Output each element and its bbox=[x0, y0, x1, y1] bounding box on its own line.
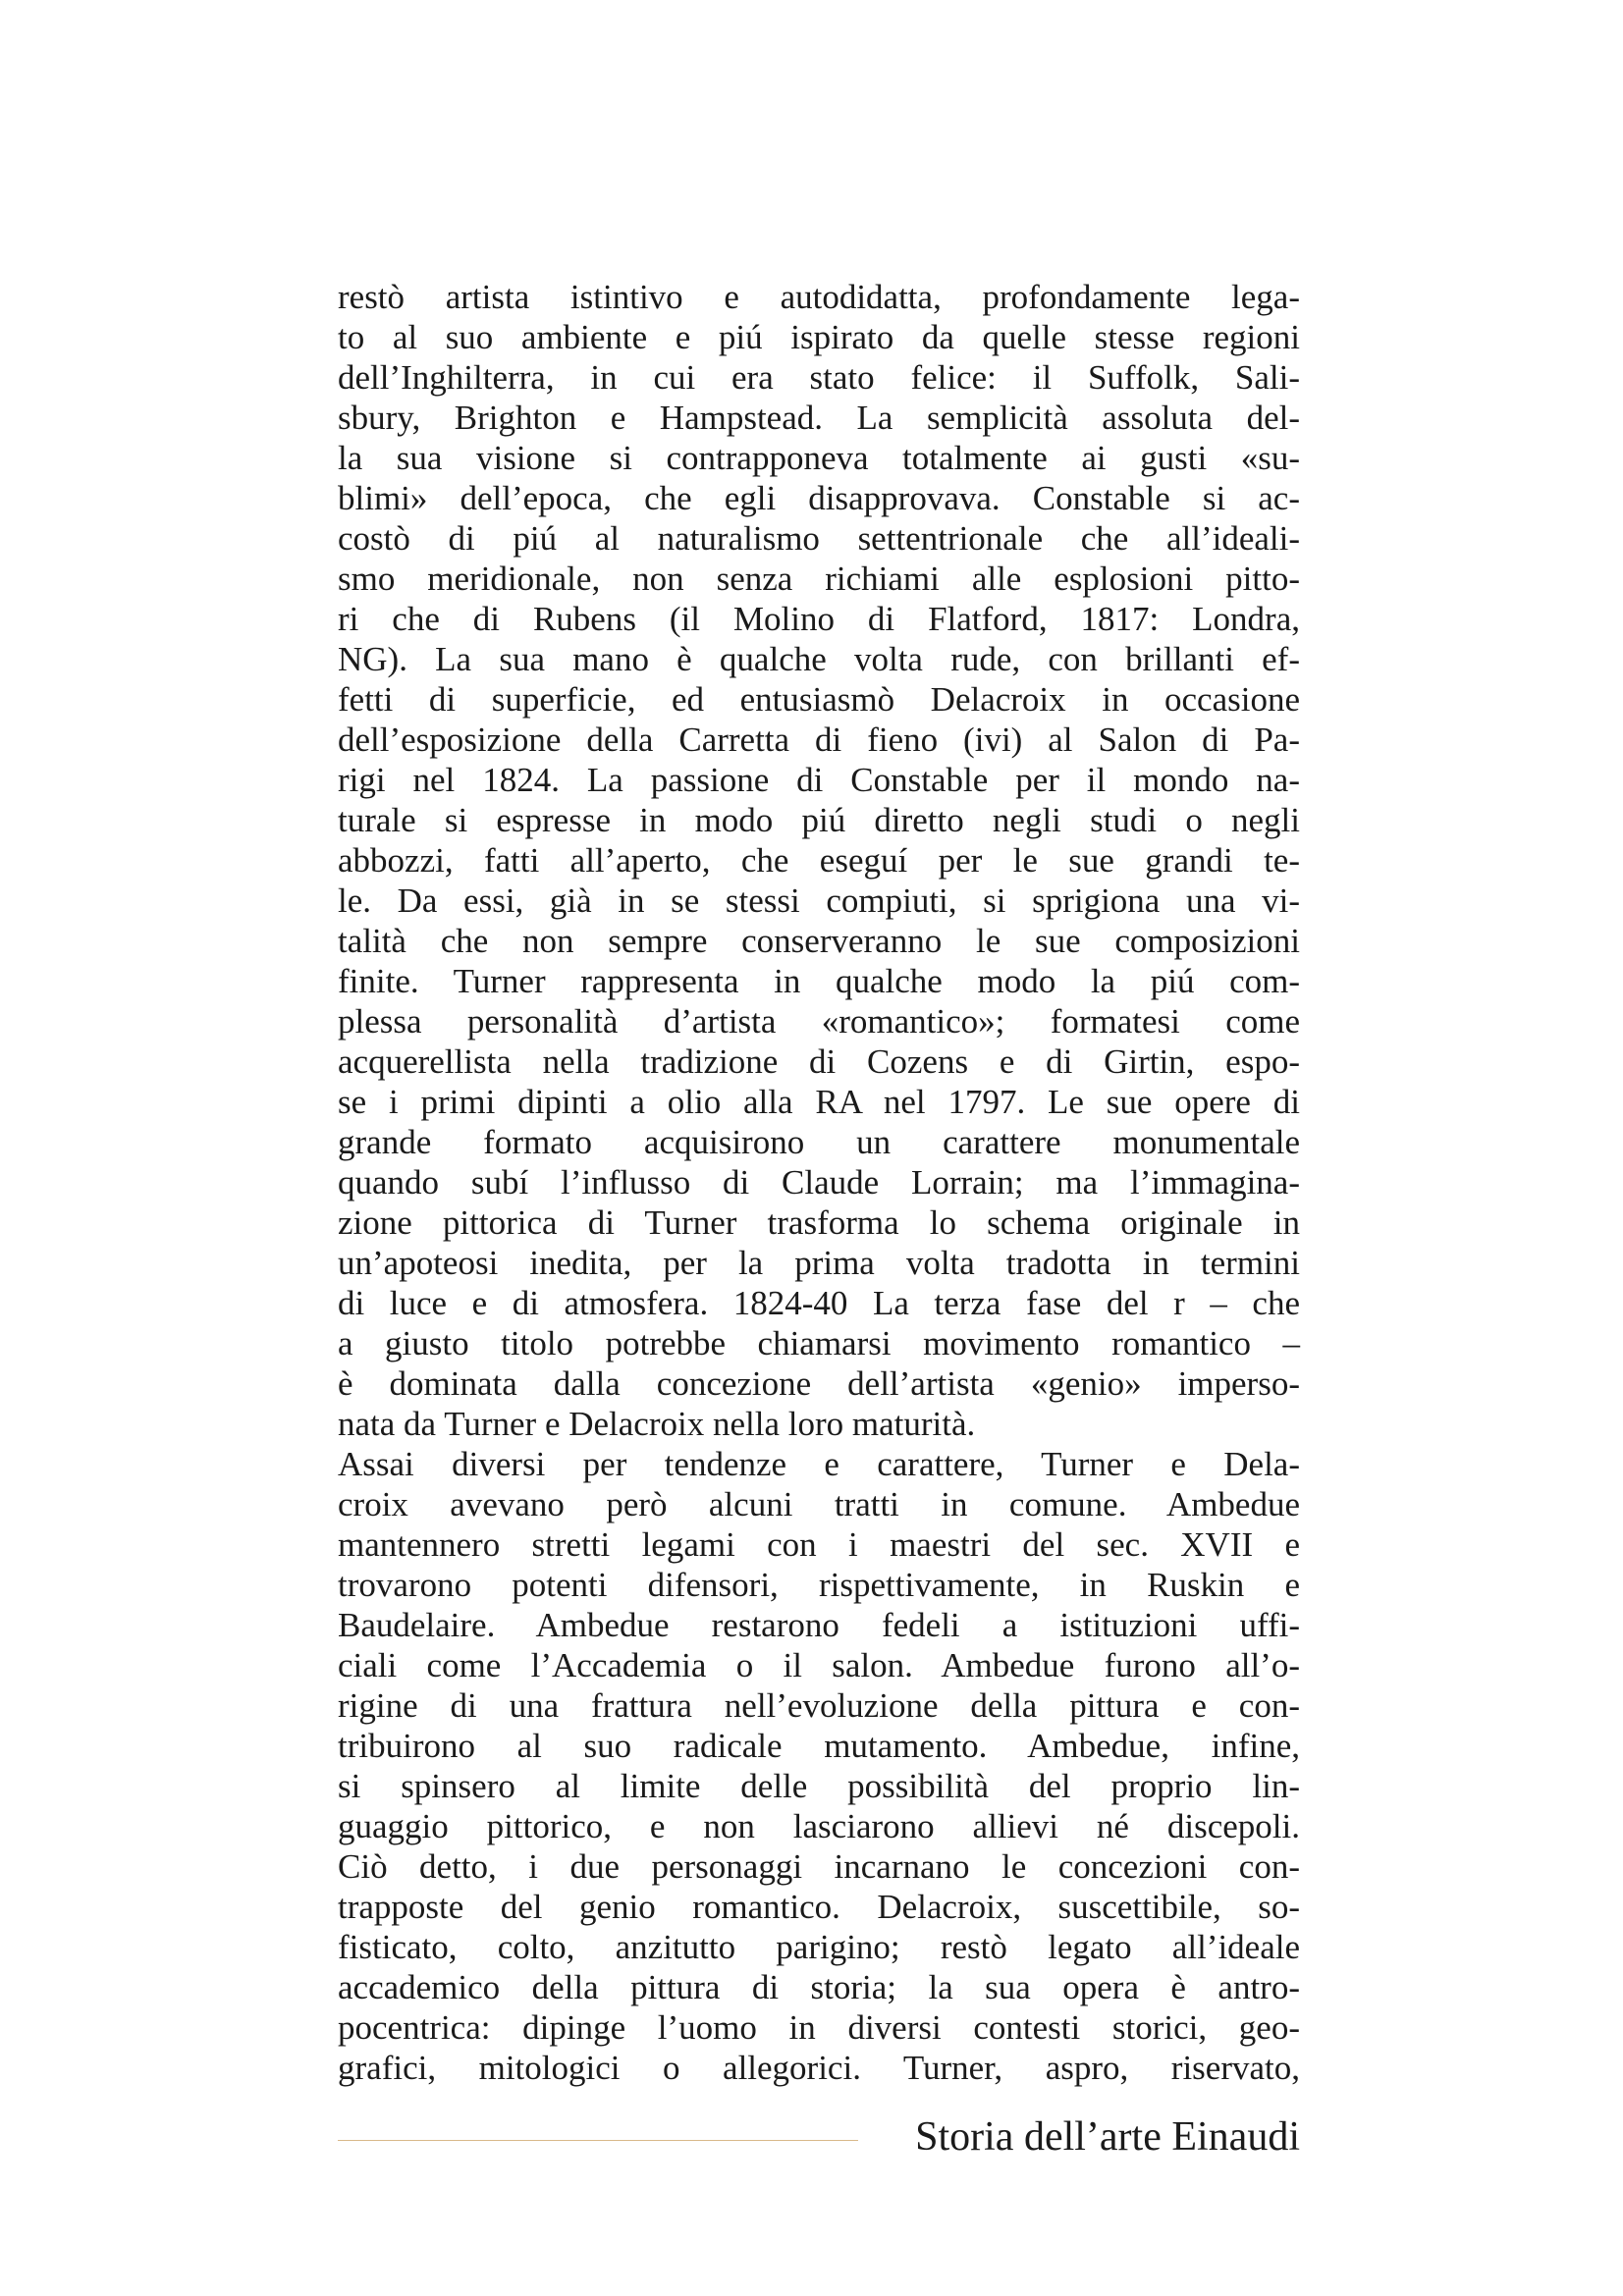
text-line: quando subí l’influsso di Claude Lorrain; ma l’immagina- bbox=[338, 1163, 1300, 1201]
footer-title: Storia dell’arte Einaudi bbox=[915, 2114, 1300, 2160]
text-line: accademico della pittura di storia; la sua opera è antro- bbox=[338, 1968, 1300, 2006]
text-line: grande formato acquisirono un carattere monumentale bbox=[338, 1123, 1300, 1161]
text-line: rigi nel 1824. La passione di Constable per il mondo na- bbox=[338, 761, 1300, 799]
text-line: blimi» dell’epoca, che egli disapprovava. Constable si ac- bbox=[338, 479, 1300, 517]
text-line: ciali come l’Accademia o il salon. Ambedue furono all’o- bbox=[338, 1646, 1300, 1684]
text-line: tribuirono al suo radicale mutamento. Ambedue, infine, bbox=[338, 1727, 1300, 1765]
text-line: restò artista istintivo e autodidatta, profondamente lega- bbox=[338, 278, 1300, 316]
text-line: finite. Turner rappresenta in qualche modo la piú com- bbox=[338, 962, 1300, 1000]
text-line: zione pittorica di Turner trasforma lo schema originale in bbox=[338, 1203, 1300, 1242]
text-line: un’apoteosi inedita, per la prima volta tradotta in termini bbox=[338, 1244, 1300, 1282]
text-line: ri che di Rubens (il Molino di Flatford, 1817: Londra, bbox=[338, 600, 1300, 638]
text-line: dell’Inghilterra, in cui era stato felice: il Suffolk, Sali- bbox=[338, 358, 1300, 397]
text-line: le. Da essi, già in se stessi compiuti, si sprigiona una vi- bbox=[338, 881, 1300, 920]
text-line: pocentrica: dipinge l’uomo in diversi contesti storici, geo- bbox=[338, 2008, 1300, 2047]
text-line: nata da Turner e Delacroix nella loro maturità. bbox=[338, 1405, 976, 1443]
text-line: trovarono potenti difensori, rispettivamente, in Ruskin e bbox=[338, 1566, 1300, 1604]
text-line: fetti di superficie, ed entusiasmò Delacroix in occasione bbox=[338, 680, 1300, 719]
text-line: la sua visione si contrapponeva totalmente ai gusti «su- bbox=[338, 439, 1300, 477]
text-line: grafici, mitologici o allegorici. Turner, aspro, riservato, bbox=[338, 2049, 1300, 2087]
text-line: trapposte del genio romantico. Delacroix, suscettibile, so- bbox=[338, 1888, 1300, 1926]
text-line: turale si espresse in modo piú diretto negli studi o negli bbox=[338, 801, 1300, 839]
text-line: abbozzi, fatti all’aperto, che eseguí per le sue grandi te- bbox=[338, 841, 1300, 880]
text-line: di luce e di atmosfera. 1824-40 La terza fase del r – che bbox=[338, 1284, 1300, 1322]
text-line: plessa personalità d’artista «romantico»; formatesi come bbox=[338, 1002, 1300, 1041]
text-line: NG). La sua mano è qualche volta rude, con brillanti ef- bbox=[338, 640, 1300, 678]
text-line: fisticato, colto, anzitutto parigino; restò legato all’ideale bbox=[338, 1928, 1300, 1966]
body-text bbox=[338, 277, 1300, 2088]
text-line: talità che non sempre conserveranno le sue composizioni bbox=[338, 922, 1300, 960]
text-line: costò di piú al naturalismo settentrionale che all’ideali- bbox=[338, 519, 1300, 558]
text-line: Baudelaire. Ambedue restarono fedeli a istituzioni uffi- bbox=[338, 1606, 1300, 1644]
text-line: Assai diversi per tendenze e carattere, Turner e Dela- bbox=[338, 1445, 1300, 1483]
text-line: to al suo ambiente e piú ispirato da quelle stesse regioni bbox=[338, 318, 1300, 356]
text-line: guaggio pittorico, e non lasciarono allievi né discepoli. bbox=[338, 1807, 1300, 1845]
text-line: dell’esposizione della Carretta di fieno (ivi) al Salon di Pa- bbox=[338, 721, 1300, 759]
text-line: acquerellista nella tradizione di Cozens e di Girtin, espo- bbox=[338, 1042, 1300, 1081]
text-line: sbury, Brighton e Hampstead. La semplicità assoluta del- bbox=[338, 399, 1300, 437]
footer-rule bbox=[338, 2140, 858, 2141]
text-line: è dominata dalla concezione dell’artista «genio» imperso- bbox=[338, 1364, 1300, 1403]
text-line: si spinsero al limite delle possibilità del proprio lin- bbox=[338, 1767, 1300, 1805]
text-line: se i primi dipinti a olio alla RA nel 1797. Le sue opere di bbox=[338, 1083, 1300, 1121]
text-line: mantennero stretti legami con i maestri del sec. XVII e bbox=[338, 1525, 1300, 1564]
text-line: a giusto titolo potrebbe chiamarsi movimento romantico – bbox=[338, 1324, 1300, 1362]
text-line: croix avevano però alcuni tratti in comune. Ambedue bbox=[338, 1485, 1300, 1523]
text-line: rigine di una frattura nell’evoluzione della pittura e con- bbox=[338, 1686, 1300, 1725]
text-line: Ciò detto, i due personaggi incarnano le concezioni con- bbox=[338, 1847, 1300, 1886]
text-line: smo meridionale, non senza richiami alle esplosioni pitto- bbox=[338, 560, 1300, 598]
